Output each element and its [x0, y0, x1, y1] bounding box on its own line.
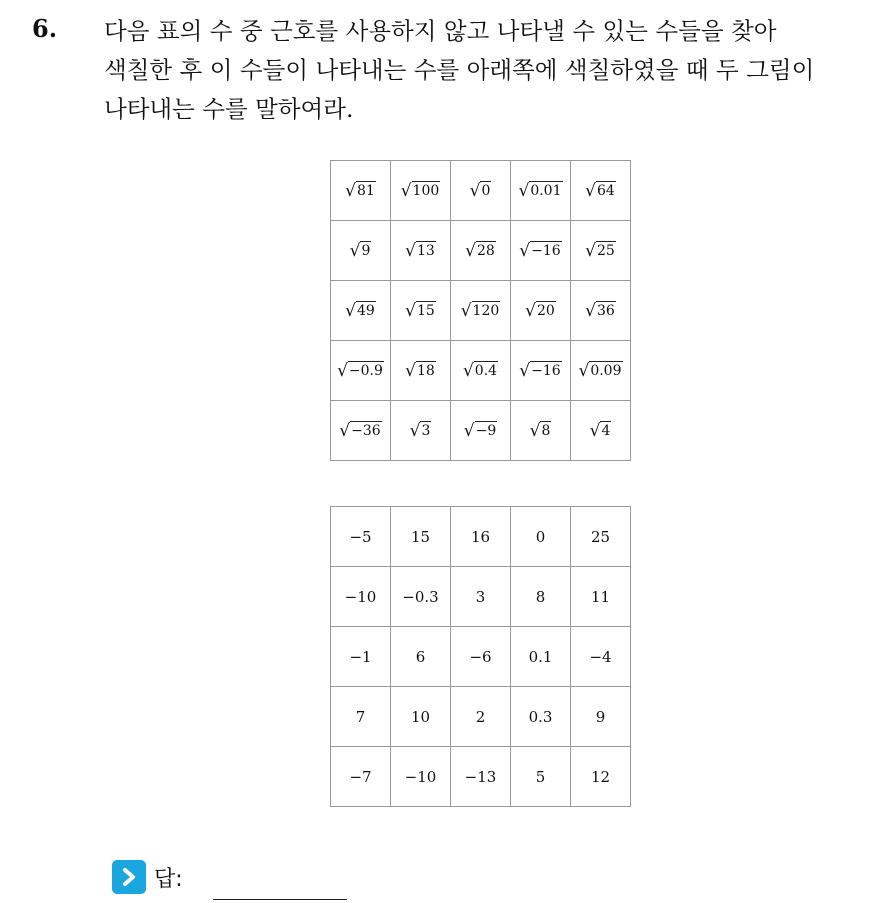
radicand: 20: [537, 303, 555, 320]
radical-cell[interactable]: [331, 281, 391, 341]
radical-sign: √: [345, 180, 356, 201]
radical-sign: √: [529, 420, 541, 441]
square-root-expression: [345, 181, 376, 199]
square-root-expression: [590, 421, 612, 439]
radical-sign: √: [469, 180, 481, 201]
radical-cell[interactable]: [571, 161, 631, 221]
radical-cell[interactable]: [511, 401, 571, 461]
radical-cell[interactable]: [331, 341, 391, 401]
radicand: −0.9: [348, 363, 383, 380]
square-root-expression: [585, 181, 616, 199]
number-cell[interactable]: −1: [331, 627, 391, 687]
radical-sign: √: [460, 300, 472, 321]
radical-sign: √: [345, 300, 356, 321]
number-cell[interactable]: 0.3: [511, 687, 571, 747]
number-cell[interactable]: −10: [391, 747, 451, 807]
radicand: 36: [597, 303, 615, 320]
grid-row: [331, 747, 631, 807]
radical-cell[interactable]: [571, 401, 631, 461]
square-root-expression: [350, 241, 372, 259]
radicand: 64: [597, 183, 615, 200]
number-cell[interactable]: −10: [331, 567, 391, 627]
square-root-expression: [464, 421, 497, 439]
radical-cell[interactable]: [511, 341, 571, 401]
radicand: 4: [601, 423, 611, 440]
number-cell[interactable]: 0.1: [511, 627, 571, 687]
radical-cell[interactable]: [391, 281, 451, 341]
number-cell[interactable]: 2: [451, 687, 511, 747]
number-cell[interactable]: 9: [571, 687, 631, 747]
radical-cell[interactable]: [451, 341, 511, 401]
radical-sign: √: [405, 360, 416, 381]
radical-sign: √: [405, 240, 416, 261]
grid-row: [331, 507, 631, 567]
radical-cell[interactable]: [571, 281, 631, 341]
question-line: 다음 표의 수 중 근호를 사용하지 않고 나타낼 수 있는 수들을 찾아: [104, 17, 777, 45]
radical-cell[interactable]: [511, 281, 571, 341]
radical-cell[interactable]: [451, 281, 511, 341]
number-cell[interactable]: −0.3: [391, 567, 451, 627]
question-text: [104, 12, 864, 129]
number-cell[interactable]: 0: [511, 507, 571, 567]
square-root-expression: [345, 301, 376, 319]
radical-cell[interactable]: [331, 161, 391, 221]
radicand: 3: [421, 423, 431, 440]
radicand: 0.4: [474, 363, 498, 380]
number-cell[interactable]: 7: [331, 687, 391, 747]
grid-row: [331, 161, 631, 221]
radical-cell[interactable]: [391, 341, 451, 401]
number-cell[interactable]: 10: [391, 687, 451, 747]
radical-sign: √: [519, 240, 531, 261]
square-root-expression: [519, 241, 561, 259]
radical-cell[interactable]: [451, 221, 511, 281]
square-root-expression: [405, 241, 436, 259]
radicand: 25: [597, 243, 615, 260]
radical-cell[interactable]: [571, 221, 631, 281]
radical-cell[interactable]: [571, 341, 631, 401]
radical-sign: √: [462, 360, 474, 381]
radical-sign: √: [585, 300, 596, 321]
number-cell[interactable]: −7: [331, 747, 391, 807]
number-cell[interactable]: 12: [571, 747, 631, 807]
question-number: 6.: [32, 14, 58, 43]
radicand: 0.01: [530, 183, 562, 200]
answer-label: 답:: [154, 866, 183, 892]
radicand: 13: [417, 243, 435, 260]
square-root-expression: [578, 361, 622, 379]
radical-sign: √: [578, 360, 590, 381]
grid-row: [331, 687, 631, 747]
number-cell[interactable]: −6: [451, 627, 511, 687]
square-root-expression: [518, 181, 562, 199]
radicand: −9: [475, 423, 497, 440]
radical-sign: √: [405, 300, 416, 321]
question-line: 나타내는 수를 말하여라.: [104, 95, 354, 123]
radicand: 18: [417, 363, 435, 380]
radical-cell[interactable]: [511, 161, 571, 221]
square-root-expression: [530, 421, 552, 439]
square-root-expression: [525, 301, 556, 319]
radical-sign: √: [349, 240, 361, 261]
square-root-expression: [470, 181, 492, 199]
square-root-expression: [585, 241, 616, 259]
square-root-expression: [465, 241, 496, 259]
radicand: 49: [357, 303, 375, 320]
radicand: −36: [351, 423, 381, 440]
number-cell[interactable]: 15: [391, 507, 451, 567]
radical-sign: √: [589, 420, 601, 441]
answer-area: [112, 860, 183, 894]
square-root-expression: [405, 301, 436, 319]
radical-cell[interactable]: [451, 161, 511, 221]
number-grid: [330, 506, 631, 807]
radicand: 81: [357, 183, 375, 200]
radicand: 120: [472, 303, 500, 320]
grid-row: [331, 567, 631, 627]
number-cell[interactable]: 6: [391, 627, 451, 687]
radical-sign: √: [525, 300, 536, 321]
radical-cell[interactable]: [391, 401, 451, 461]
radical-sign: √: [339, 420, 351, 441]
radical-sign: √: [585, 180, 596, 201]
radicand: 8: [541, 423, 551, 440]
grid-row: [331, 221, 631, 281]
radical-cell[interactable]: [331, 401, 391, 461]
square-root-expression: [410, 421, 432, 439]
number-cell[interactable]: 16: [451, 507, 511, 567]
square-root-expression: [461, 301, 501, 319]
square-root-expression: [519, 361, 561, 379]
chevron-right-icon: [112, 860, 146, 894]
radicand: 28: [477, 243, 495, 260]
square-root-expression: [337, 361, 384, 379]
radical-grid: [330, 160, 631, 461]
radicand: −16: [531, 243, 561, 260]
number-cell[interactable]: −4: [571, 627, 631, 687]
grid-row: [331, 627, 631, 687]
radical-sign: √: [465, 240, 476, 261]
radicand: 15: [417, 303, 435, 320]
number-cell[interactable]: 5: [511, 747, 571, 807]
radical-cell[interactable]: [331, 221, 391, 281]
radical-sign: √: [409, 420, 421, 441]
radical-sign: √: [400, 180, 412, 201]
radical-sign: √: [463, 420, 475, 441]
square-root-expression: [339, 421, 381, 439]
radical-cell[interactable]: [451, 401, 511, 461]
radical-sign: √: [337, 360, 348, 381]
square-root-expression: [463, 361, 498, 379]
number-cell[interactable]: 25: [571, 507, 631, 567]
square-root-expression: [585, 301, 616, 319]
number-cell[interactable]: −13: [451, 747, 511, 807]
number-cell[interactable]: 11: [571, 567, 631, 627]
answer-blank[interactable]: [213, 899, 347, 900]
radical-sign: √: [519, 360, 531, 381]
radical-cell[interactable]: [511, 221, 571, 281]
radicand: 0: [481, 183, 491, 200]
radical-sign: √: [585, 240, 596, 261]
number-cell[interactable]: −5: [331, 507, 391, 567]
radical-sign: √: [518, 180, 530, 201]
grid-row: [331, 281, 631, 341]
question-line: 색칠한 후 이 수들이 나타내는 수를 아래쪽에 색칠하였을 때 두 그림이: [104, 56, 815, 84]
square-root-expression: [401, 181, 441, 199]
number-cell[interactable]: 8: [511, 567, 571, 627]
number-cell[interactable]: 3: [451, 567, 511, 627]
grid-row: [331, 341, 631, 401]
radicand: 0.09: [590, 363, 622, 380]
radical-cell[interactable]: [391, 161, 451, 221]
radicand: 100: [412, 183, 440, 200]
square-root-expression: [405, 361, 436, 379]
radicand: 9: [361, 243, 371, 260]
radical-cell[interactable]: [391, 221, 451, 281]
grid-row: [331, 401, 631, 461]
radicand: −16: [531, 363, 561, 380]
